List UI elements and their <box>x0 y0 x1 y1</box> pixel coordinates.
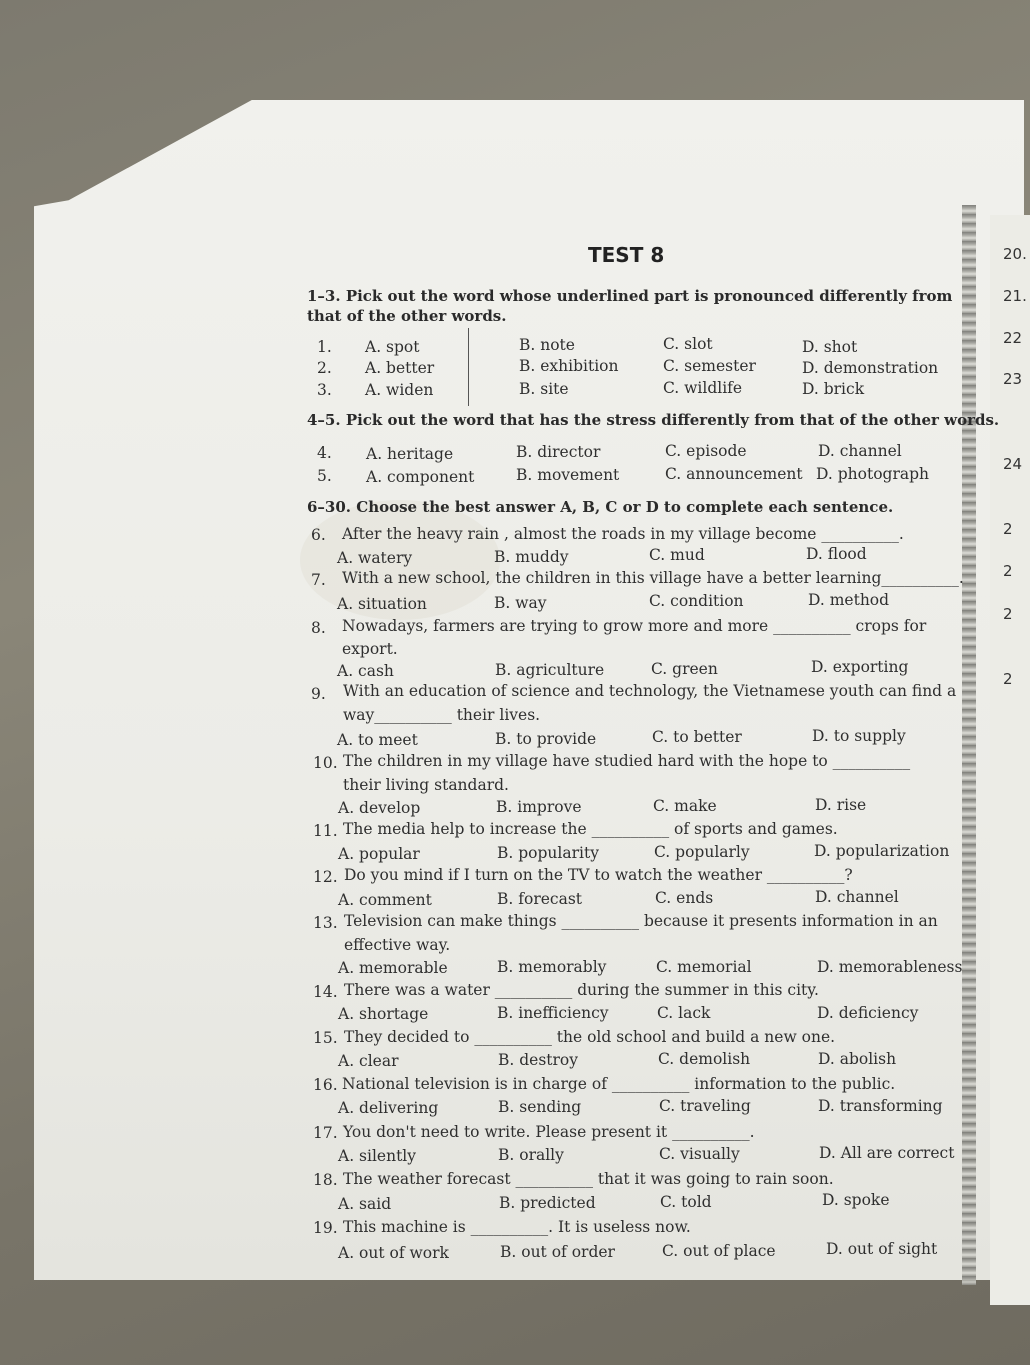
option-a: A. said <box>338 1195 392 1213</box>
option-a: A. popular <box>338 845 420 863</box>
option-b: B. site <box>519 380 569 398</box>
option-c: C. visually <box>659 1145 740 1163</box>
question-text-continued: effective way. <box>344 936 451 954</box>
option-d: D. demonstration <box>802 359 939 377</box>
option-a: A. situation <box>337 595 427 613</box>
item-number: 4. <box>317 444 332 462</box>
option-c: C. mud <box>649 546 705 564</box>
option-a: A. comment <box>338 891 432 909</box>
margin-number: 2 <box>1003 670 1013 688</box>
margin-number: 20. <box>1003 245 1027 263</box>
question-text: Television can make things __________ because it presents information in an <box>344 912 938 930</box>
question-number: 8. <box>311 619 326 637</box>
option-c: C. ends <box>655 889 714 907</box>
question-number: 13. <box>313 914 338 932</box>
margin-number: 21. <box>1003 287 1027 305</box>
option-c: C. popularly <box>654 843 750 861</box>
question-number: 6. <box>311 526 326 544</box>
question-number: 19. <box>313 1219 338 1237</box>
question-number: 18. <box>313 1171 338 1189</box>
question-text: With a new school, the children in this village have a better learning__________. <box>342 569 964 587</box>
option-b: B. improve <box>496 798 582 816</box>
option-c: C. slot <box>663 335 713 353</box>
option-d: D. rise <box>815 796 867 814</box>
option-b: B. director <box>516 443 601 461</box>
margin-number: 24 <box>1003 455 1023 473</box>
option-d: D. exporting <box>811 658 909 676</box>
option-d: D. deficiency <box>817 1004 919 1022</box>
option-d: D. channel <box>815 888 899 906</box>
question-number: 15. <box>313 1029 338 1047</box>
section-instruction: 1–3. Pick out the word whose underlined part is pronounced differently from <box>307 287 953 305</box>
option-c: C. episode <box>665 442 747 460</box>
option-c: C. semester <box>663 357 756 375</box>
option-b: B. muddy <box>494 548 569 566</box>
option-d: D. spoke <box>822 1191 890 1209</box>
option-d: D. transforming <box>818 1097 943 1115</box>
option-b: B. note <box>519 336 575 354</box>
option-a: A. cash <box>337 662 394 680</box>
option-c: C. condition <box>649 592 744 610</box>
option-b: B. out of order <box>500 1243 615 1261</box>
option-b: B. sending <box>498 1098 582 1116</box>
option-b: B. memorably <box>497 958 607 976</box>
option-d: D. out of sight <box>826 1240 938 1258</box>
option-b: B. popularity <box>497 844 599 862</box>
option-c: C. lack <box>657 1004 711 1022</box>
margin-number: 22 <box>1003 329 1023 347</box>
question-text: The media help to increase the __________ of sports and games. <box>343 820 838 838</box>
question-text-continued: way__________ their lives. <box>343 706 541 724</box>
section-instruction: 4–5. Pick out the word that has the stress differently from that of the other words. <box>307 411 1000 429</box>
option-a: A. to meet <box>337 731 418 749</box>
option-b: B. forecast <box>497 890 583 908</box>
question-text: Nowadays, farmers are trying to grow more and more __________ crops for <box>342 617 927 635</box>
option-c: C. wildlife <box>663 379 743 397</box>
option-a: A. spot <box>365 338 420 356</box>
item-number: 2. <box>317 359 332 377</box>
option-d: D. photograph <box>816 465 930 483</box>
question-text: Do you mind if I turn on the TV to watch the weather __________? <box>344 866 853 884</box>
question-text: They decided to __________ the old school and build a new one. <box>344 1028 836 1046</box>
option-a: A. delivering <box>338 1099 439 1117</box>
option-a: A. better <box>365 359 435 377</box>
option-d: D. method <box>808 591 890 609</box>
option-a: A. memorable <box>338 959 448 977</box>
question-number: 10. <box>313 754 338 772</box>
option-a: A. component <box>366 468 475 486</box>
question-text-continued: export. <box>342 640 398 658</box>
question-text: After the heavy rain , almost the roads in my village become __________. <box>342 525 904 543</box>
option-d: D. shot <box>802 338 858 356</box>
option-b: B. inefficiency <box>497 1004 609 1022</box>
option-d: D. to supply <box>812 727 906 745</box>
margin-number: 2 <box>1003 520 1013 538</box>
question-number: 7. <box>311 571 326 589</box>
option-d: D. channel <box>818 442 902 460</box>
item-number: 1. <box>317 338 332 356</box>
question-number: 16. <box>313 1076 338 1094</box>
option-a: A. out of work <box>338 1244 449 1262</box>
option-c: C. out of place <box>662 1242 776 1260</box>
question-number: 17. <box>313 1124 338 1142</box>
question-number: 14. <box>313 983 338 1001</box>
option-d: D. brick <box>802 380 865 398</box>
item-number: 5. <box>317 467 332 485</box>
question-text: National television is in charge of __________ information to the public. <box>342 1075 896 1093</box>
option-c: C. green <box>651 660 718 678</box>
option-c: C. traveling <box>659 1097 751 1115</box>
option-d: D. abolish <box>818 1050 897 1068</box>
option-c: C. announcement <box>665 465 803 483</box>
option-b: B. destroy <box>498 1051 579 1069</box>
option-b: B. exhibition <box>519 357 619 375</box>
option-c: C. to better <box>652 728 742 746</box>
margin-number: 2 <box>1003 562 1013 580</box>
divider-line <box>468 328 469 406</box>
option-d: D. memorableness <box>817 958 963 976</box>
option-a: A. widen <box>365 381 434 399</box>
option-c: C. demolish <box>658 1050 751 1068</box>
option-a: A. silently <box>338 1147 417 1165</box>
option-b: B. predicted <box>499 1194 596 1212</box>
option-a: A. clear <box>338 1052 399 1070</box>
question-text: You don't need to write. Please present it __________. <box>343 1123 755 1141</box>
item-number: 3. <box>317 381 332 399</box>
page-binding <box>962 205 976 1285</box>
option-b: B. orally <box>498 1146 564 1164</box>
option-d: D. flood <box>806 545 867 563</box>
option-d: D. All are correct <box>819 1144 955 1162</box>
section-instruction: 6–30. Choose the best answer A, B, C or D to complete each sentence. <box>307 498 894 516</box>
option-b: B. agriculture <box>495 661 605 679</box>
option-d: D. popularization <box>814 842 950 860</box>
option-c: C. memorial <box>656 958 752 976</box>
margin-number: 23 <box>1003 370 1023 388</box>
margin-number: 2 <box>1003 605 1013 623</box>
question-text: The weather forecast __________ that it was going to rain soon. <box>343 1170 834 1188</box>
option-b: B. movement <box>516 466 620 484</box>
option-c: C. told <box>660 1193 712 1211</box>
option-b: B. to provide <box>495 730 597 748</box>
question-number: 9. <box>311 685 326 703</box>
option-a: A. heritage <box>366 445 454 463</box>
question-text-continued: their living standard. <box>343 776 509 794</box>
option-a: A. watery <box>337 549 413 567</box>
question-text: This machine is __________. It is useless now. <box>343 1218 691 1236</box>
option-a: A. develop <box>338 799 421 817</box>
option-a: A. shortage <box>338 1005 429 1023</box>
question-text: There was a water __________ during the summer in this city. <box>344 981 819 999</box>
question-number: 12. <box>313 868 338 886</box>
option-b: B. way <box>494 594 547 612</box>
question-number: 11. <box>313 822 338 840</box>
question-text: With an education of science and technology, the Vietnamese youth can find a <box>343 682 957 700</box>
question-text: The children in my village have studied hard with the hope to __________ <box>343 752 911 770</box>
option-c: C. make <box>653 797 717 815</box>
page-title: TEST 8 <box>588 243 665 267</box>
section-instruction: that of the other words. <box>307 307 507 325</box>
